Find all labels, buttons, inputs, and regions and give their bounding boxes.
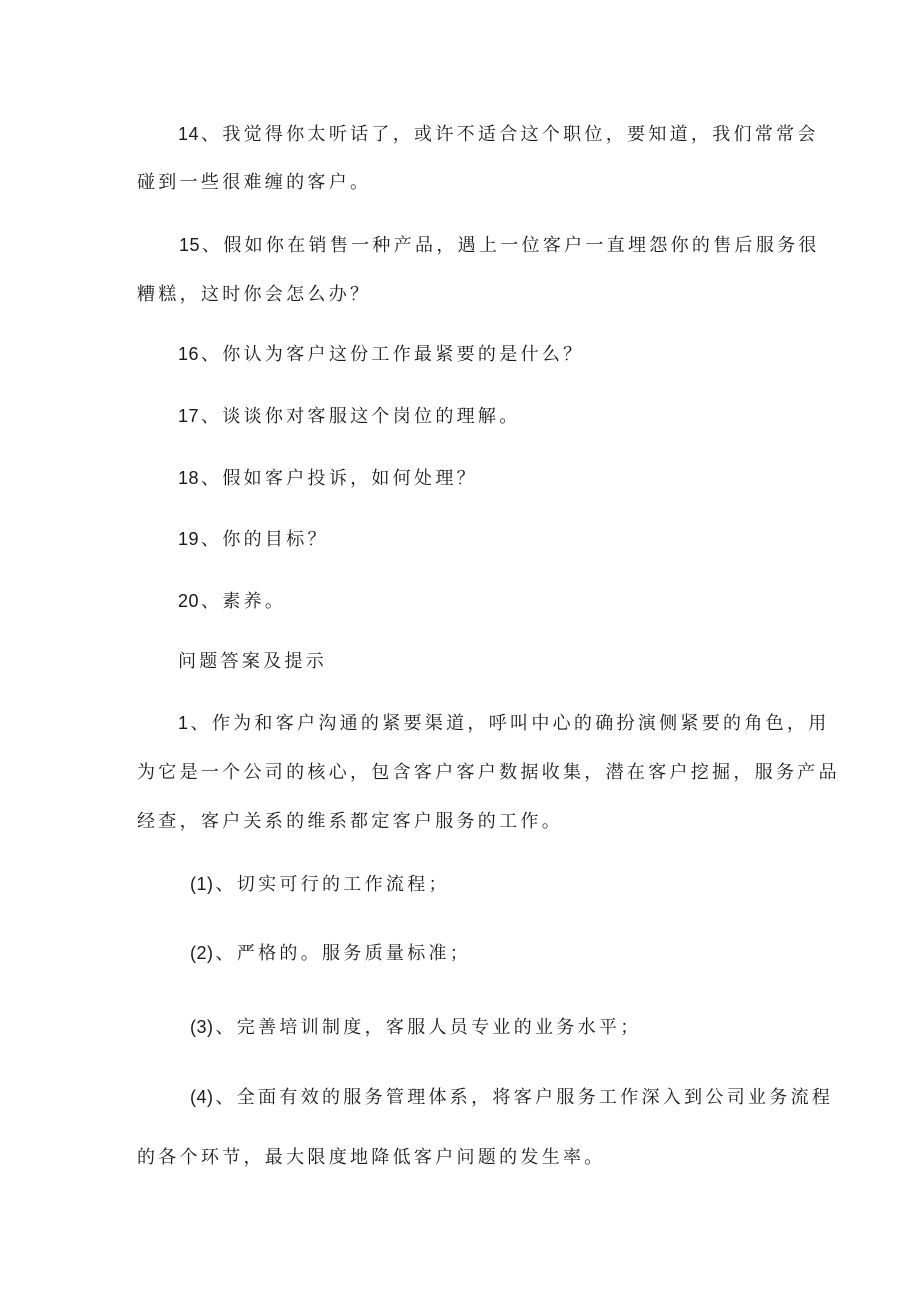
question-text: 、你认为客户这份工作最紧要的是什么？ (201, 344, 585, 365)
question-14 (178, 122, 819, 147)
sub-item-number: (4) (190, 1087, 214, 1107)
question-18 (178, 466, 478, 491)
sub-item-text: 、全面有效的服务管理体系，将客户服务工作深入到公司业务流程 (215, 1087, 834, 1108)
sub-item-text: 、严格的。服务质量标准； (215, 943, 472, 964)
sub-item-3 (190, 1015, 642, 1040)
answer-1 (178, 711, 830, 736)
sub-item-number: (3) (190, 1017, 214, 1037)
answer-1-line-3: 经查，客户关系的维系都定客户服务的工作。 (137, 811, 563, 832)
sub-item-2 (190, 941, 471, 966)
question-number: 17 (178, 406, 200, 426)
sub-item-number: (1) (190, 874, 214, 894)
question-19 (178, 527, 329, 552)
question-14-continuation: 碰到一些很难缠的客户。 (137, 172, 372, 193)
question-text: 、你的目标？ (201, 529, 329, 550)
question-number: 16 (178, 344, 200, 364)
question-number: 18 (178, 468, 200, 488)
sub-item-number: (2) (190, 943, 214, 963)
question-number: 15 (179, 235, 201, 255)
answer-number: 1 (178, 713, 189, 733)
answers-heading: 问题答案及提示 (178, 651, 328, 672)
sub-item-text: 、切实可行的工作流程； (215, 874, 450, 895)
question-15 (179, 233, 820, 258)
question-number: 20 (178, 591, 200, 611)
answer-text: 、作为和客户沟通的紧要渠道，呼叫中心的确扮演侧紧要的角色，用 (190, 713, 830, 734)
sub-item-text: 、完善培训制度，客服人员专业的业务水平； (215, 1017, 642, 1038)
sub-item-4 (190, 1085, 833, 1110)
question-17 (178, 404, 521, 429)
question-text: 、假如你在销售一种产品，遇上一位客户一直埋怨你的售后服务很 (202, 235, 820, 256)
question-number: 19 (178, 529, 200, 549)
question-number: 14 (178, 124, 200, 144)
sub-item-4-continuation: 的各个环节，最大限度地降低客户问题的发生率。 (137, 1147, 606, 1168)
question-text: 、谈谈你对客服这个岗位的理解。 (201, 406, 521, 427)
answer-1-line-2: 为它是一个公司的核心，包含客户客户数据收集，潜在客户挖掘，服务产品 (137, 762, 840, 783)
question-text: 、我觉得你太听话了，或许不适合这个职位，要知道，我们常常会 (201, 124, 819, 145)
sub-item-1 (190, 872, 450, 897)
question-15-continuation: 糟糕，这时你会怎么办？ (137, 284, 372, 305)
question-16 (178, 342, 584, 367)
question-20 (178, 589, 286, 614)
question-text: 、假如客户投诉，如何处理？ (201, 468, 478, 489)
question-text: 、素养。 (201, 591, 287, 612)
